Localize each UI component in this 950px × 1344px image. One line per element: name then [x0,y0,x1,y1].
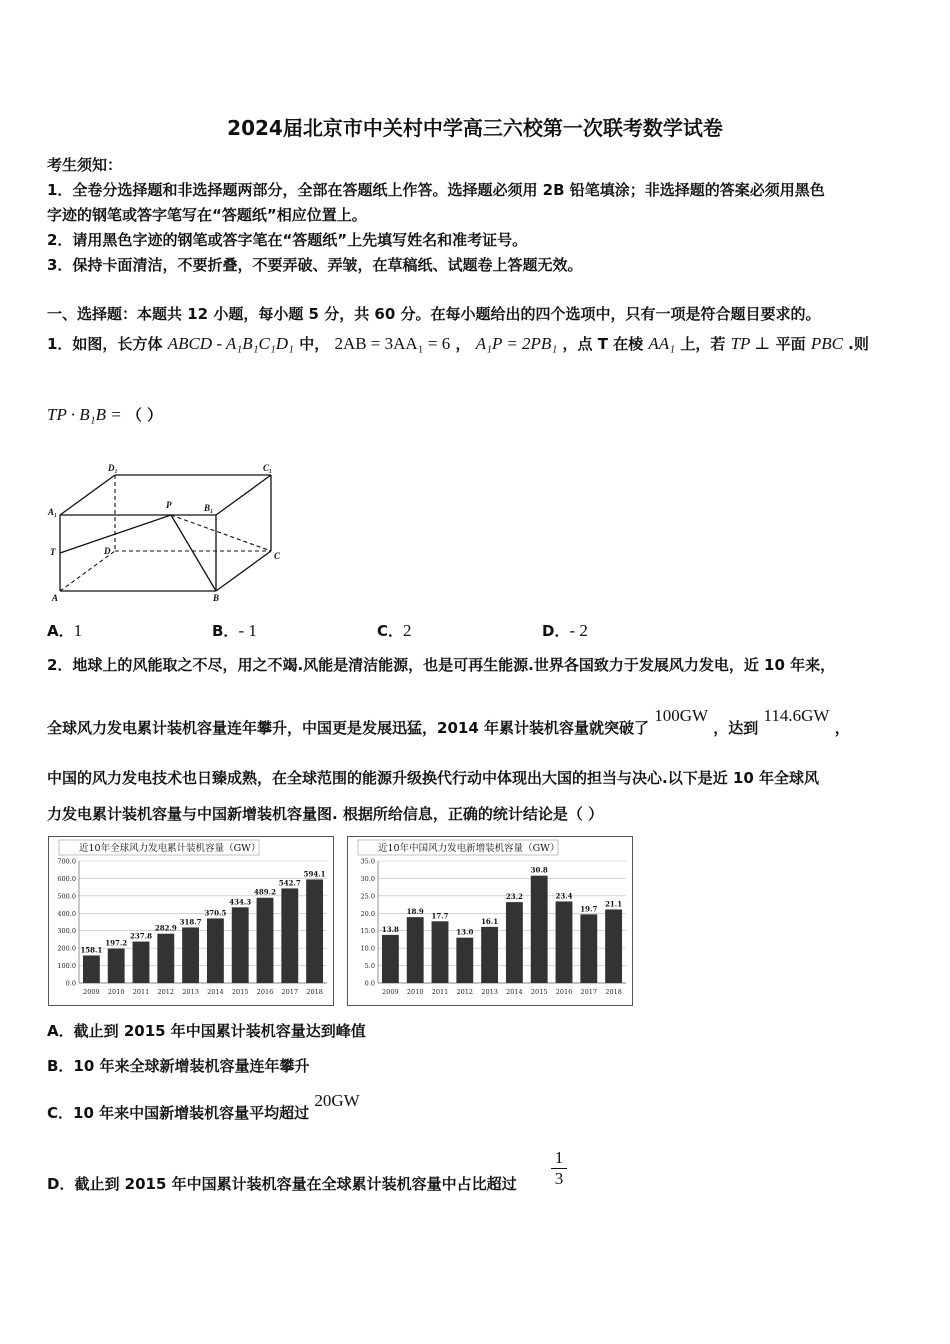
bar-2018 [306,879,323,983]
option-letter: B． [212,622,239,640]
y-tick-label: 15.0 [360,927,375,936]
bar-2011 [133,942,150,983]
bar-2018 [605,909,622,983]
y-tick-label: 300.0 [57,927,76,936]
y-tick-label: 10.0 [360,944,375,953]
bar-2012 [456,938,473,983]
chart-title: 近10年全球风力发电累计装机容量（GW） [79,843,261,854]
data-label: 158.1 [80,945,103,955]
y-tick-label: 500.0 [57,892,76,901]
bar-2012 [157,934,174,983]
notice-heading: 考生须知： [47,156,123,174]
notice-item-2: 2．请用黑色字迹的钢笔或答字笔在“答题纸”上先填写姓名和准考证号。 [47,231,528,249]
chart-title: 近10年中国风力发电新增装机容量（GW） [378,843,560,854]
data-label: 16.1 [481,916,499,926]
q1-math-solid: ABCD - A₁B₁C₁D₁ [167,334,294,353]
label-t: T [50,547,56,557]
data-label: 237.8 [130,931,152,941]
option-letter: A． [47,622,74,640]
x-tick-label: 2013 [481,988,498,996]
q2-line-2 [47,706,850,738]
segment-p-b [171,515,216,591]
q2-line-1: 2．地球上的风能取之不尽，用之不竭.风能是清洁能源，也是可再生能源.世界各国致力于发展风力发电，近 10 年来， [47,656,836,674]
y-tick-label: 200.0 [57,944,76,953]
option-value: 1 [73,621,83,640]
bar-2017 [281,888,298,983]
q2-option-a: A．截止到 2015 年中国累计装机容量达到峰值 [47,1022,366,1040]
bar-2009 [83,955,100,983]
x-tick-label: 2018 [306,988,323,996]
q1-math-edge: AA₁ [648,334,676,353]
label-d: D [104,546,111,556]
x-tick-label: 2014 [506,988,523,996]
data-label: 542.7 [278,878,301,888]
y-tick-label: 100.0 [57,962,76,971]
label-c: C [274,551,281,561]
data-label: 434.3 [229,897,252,907]
notice-item-1a: 1．全卷分选择题和非选择题两部分，全部在答题纸上作答。选择题必须用 2B 铅笔填涂；非选择题的答案必须用黑色 [47,181,825,199]
bar-2016 [257,898,274,983]
x-tick-label: 2016 [555,988,573,996]
x-tick-label: 2015 [530,988,548,996]
q2-option-c [47,1091,360,1123]
q1-math-eq1: 2AB = 3AA₁ = 6 [334,334,451,353]
bar-2010 [108,949,125,983]
q1-math-dot: TP · B₁B = [47,405,122,424]
x-tick-label: 2012 [456,988,474,996]
x-tick-label: 2009 [83,988,100,996]
q1-blank: （ ） [126,406,163,424]
data-label: 19.7 [580,904,598,914]
q2-option-b: B．10 年来全球新增装机容量连年攀升 [47,1057,310,1075]
bar-2011 [432,921,449,983]
bar-2009 [382,935,399,983]
notice-item-3: 3．保持卡面清洁，不要折叠，不要弄破、弄皱，在草稿纸、试题卷上答题无效。 [47,256,583,274]
bar-2015 [232,907,249,983]
data-label: 489.2 [254,887,276,897]
x-tick-label: 2014 [207,988,224,996]
edge-b1-c1 [216,475,271,515]
bar-2014 [506,902,523,983]
option-letter: C． [377,622,404,640]
label-a1: A₁ [48,507,58,517]
bar-2010 [407,917,424,983]
x-tick-label: 2010 [406,988,424,996]
q2-option-c-text: C．10 年来中国新增装机容量平均超过 [47,1104,310,1122]
q1-text: 中， [299,335,330,353]
y-tick-label: 700.0 [57,857,76,866]
y-tick-label: 20.0 [360,909,375,918]
q1-option-a [47,620,82,641]
y-tick-label: 600.0 [57,874,76,883]
data-label: 594.1 [303,869,326,879]
bar-2015 [531,876,548,983]
q2-option-c-math: 20GW [314,1091,360,1110]
x-tick-label: 2009 [382,988,399,996]
x-tick-label: 2013 [182,988,199,996]
bar-2013 [481,927,498,983]
q1-math-eq2: A₁P = 2PB₁ [475,334,558,353]
q2-line-4: 力发电累计装机容量与中国新增装机容量图. 根据所给信息，正确的统计结论是（ ） [47,805,604,823]
q1-math-perp: TP ⊥ [730,334,771,353]
edge-a1-d1 [60,475,115,515]
y-tick-label: 30.0 [360,874,375,883]
fraction-one-third [551,1148,567,1189]
q1-stem [47,333,869,354]
q1-option-c [377,620,412,641]
x-tick-label: 2011 [431,988,449,996]
q2-text: ，达到 [713,719,759,737]
option-letter: D． [542,622,570,640]
chart-china-new [347,836,633,1006]
chart-china-svg [348,837,632,1005]
x-tick-label: 2015 [231,988,249,996]
bar-2016 [556,901,573,983]
option-value: 2 [403,621,412,640]
x-tick-label: 2016 [256,988,274,996]
y-tick-label: 25.0 [360,892,375,901]
bar-2013 [182,927,199,983]
q1-text: ，点 T 在棱 [562,335,644,353]
notice-item-1b: 字迹的钢笔或答字笔写在“答题纸”相应位置上。 [47,206,367,224]
data-label: 318.7 [179,917,202,927]
fraction-denominator: 3 [551,1168,567,1189]
y-tick-label: 0.0 [364,979,375,988]
q2-text: 全球风力发电累计装机容量连年攀升，中国更是发展迅猛，2014 年累计装机容量就突破了 [47,719,649,737]
q1-math-plane: PBC [810,334,843,353]
q1-option-b [212,620,257,641]
q1-text: 平面 [775,335,806,353]
chart-global-svg [49,837,333,1005]
fraction-numerator: 1 [554,1148,564,1167]
option-value: - 1 [238,621,257,640]
q1-text: .则 [848,335,869,353]
y-tick-label: 0.0 [65,979,76,988]
bar-2017 [580,914,597,983]
x-tick-label: 2010 [107,988,125,996]
label-a: A [52,593,59,603]
label-c1: C₁ [263,463,273,473]
label-b1: B₁ [204,503,214,513]
q2-line-3: 中国的风力发电技术也日臻成熟，在全球范围的能源升级换代行动中体现出大国的担当与决心.以下是近 10 年全球风 [47,769,820,787]
section-heading: 一、选择题：本题共 12 小题，每小题 5 分，共 60 分。在每小题给出的四个选项中，只有一项是符合题目要求的。 [47,305,821,323]
data-label: 17.7 [431,911,449,921]
hidden-edge-a-d [60,551,115,591]
q2-option-d-text: D．截止到 2015 年中国累计装机容量在全球累计装机容量中占比超过 [47,1175,517,1193]
x-tick-label: 2011 [132,988,150,996]
x-tick-label: 2012 [157,988,175,996]
q2-text: ， [834,719,850,737]
label-d1: D₁ [108,463,118,473]
q1-text: ， [455,335,471,353]
hidden-segment-p-c [171,515,271,551]
edge-b-c [216,551,271,591]
q1-text: 1．如图，长方体 [47,335,163,353]
x-tick-label: 2017 [580,988,598,996]
q2-math-114gw: 114.6GW [763,706,830,725]
option-value: - 2 [569,621,588,640]
data-label: 21.1 [605,899,623,909]
x-tick-label: 2017 [281,988,299,996]
q1-text: 上，若 [680,335,726,353]
data-label: 370.5 [204,908,227,918]
chart-global-cumulative [48,836,334,1006]
q1-stem-2 [47,404,162,425]
data-label: 23.2 [505,892,523,902]
data-label: 18.9 [406,907,424,917]
q2-math-100gw: 100GW [654,706,709,725]
x-tick-label: 2018 [605,988,622,996]
data-label: 23.4 [555,891,573,901]
y-tick-label: 400.0 [57,909,76,918]
bar-2014 [207,918,224,983]
data-label: 197.2 [105,938,128,948]
q1-option-d [542,620,588,641]
label-p: P [166,500,172,510]
data-label: 13.8 [381,924,399,934]
label-b: B [213,593,220,603]
data-label: 282.9 [154,923,177,933]
y-tick-label: 5.0 [364,962,375,971]
q2-option-d [47,1173,517,1194]
data-label: 30.8 [530,865,548,875]
data-label: 13.0 [456,927,474,937]
page-title: 2024届北京市中关村中学高三六校第一次联考数学试卷 [227,116,723,140]
cuboid-figure [44,458,294,608]
y-tick-label: 35.0 [360,857,375,866]
